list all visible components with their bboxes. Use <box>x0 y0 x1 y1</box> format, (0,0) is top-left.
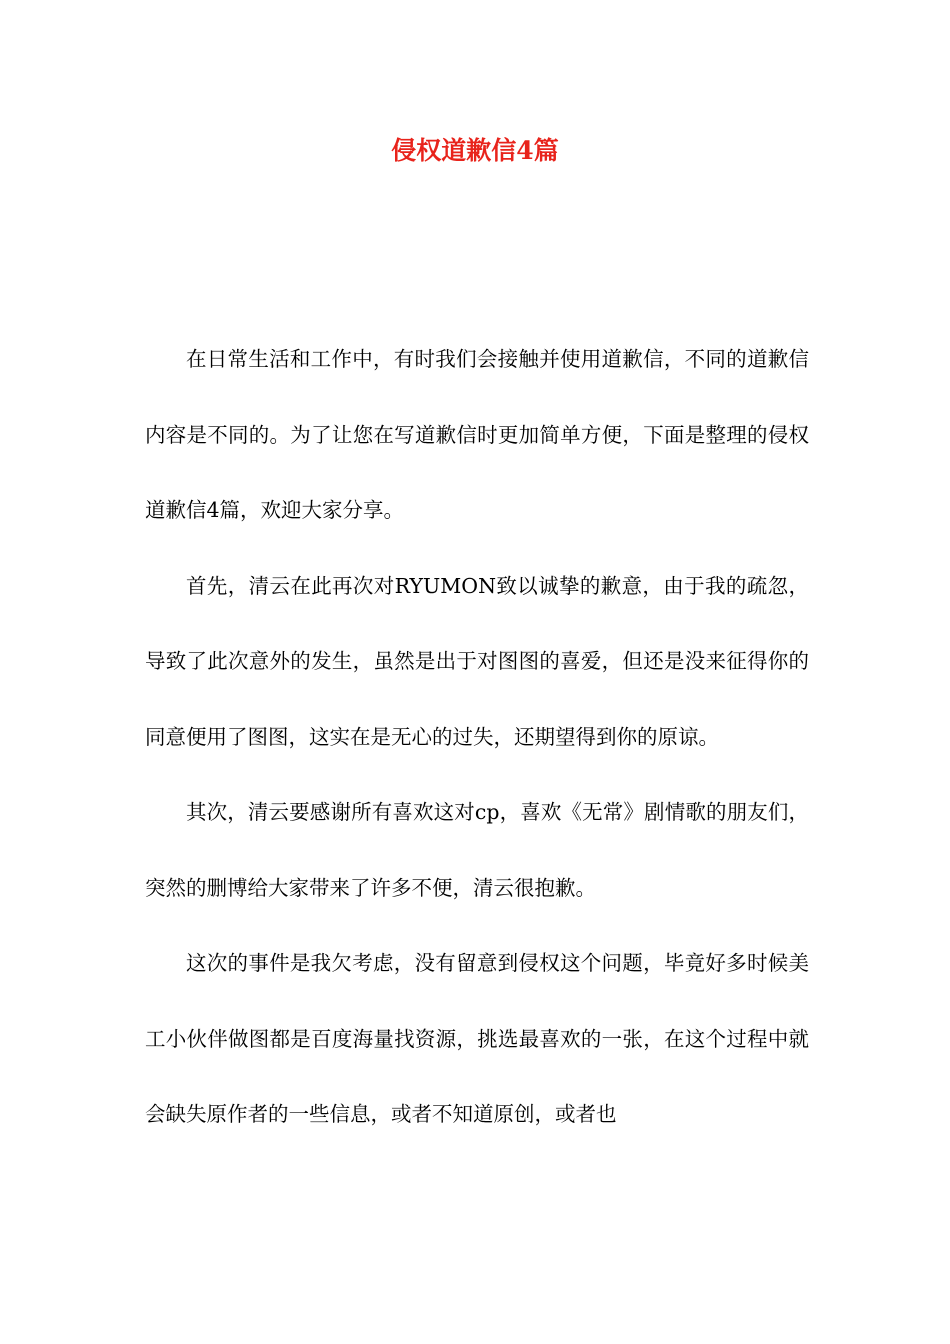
document-title: 侵权道歉信4篇 <box>391 136 559 165</box>
paragraph-apology: 首先，清云在此再次对RYUMON致以诚挚的歉意，由于我的疏忽，导致了此次意外的发生，虽然是出于对图图的喜爱，但还是没来征得你的同意便用了图图，这实在是无心的过失，还期望得到你的原谅。 <box>145 573 809 749</box>
document-body <box>145 322 809 1153</box>
paragraph-explanation: 这次的事件是我欠考虑，没有留意到侵权这个问题，毕竟好多时候美工小伙伴做图都是百度海量找资源，挑选最喜欢的一张，在这个过程中就会缺失原作者的一些信息，或者不知道原创，或者也 <box>145 951 809 1126</box>
paragraph-intro: 在日常生活和工作中，有时我们会接触并使用道歉信，不同的道歉信内容是不同的。为了让您在写道歉信时更加简单方便，下面是整理的侵权道歉信4篇，欢迎大家分享。 <box>145 347 809 522</box>
paragraph-thanks: 其次，清云要感谢所有喜欢这对cp，喜欢《无常》剧情歌的朋友们，突然的删博给大家带来了许多不便，清云很抱歉。 <box>145 800 809 900</box>
